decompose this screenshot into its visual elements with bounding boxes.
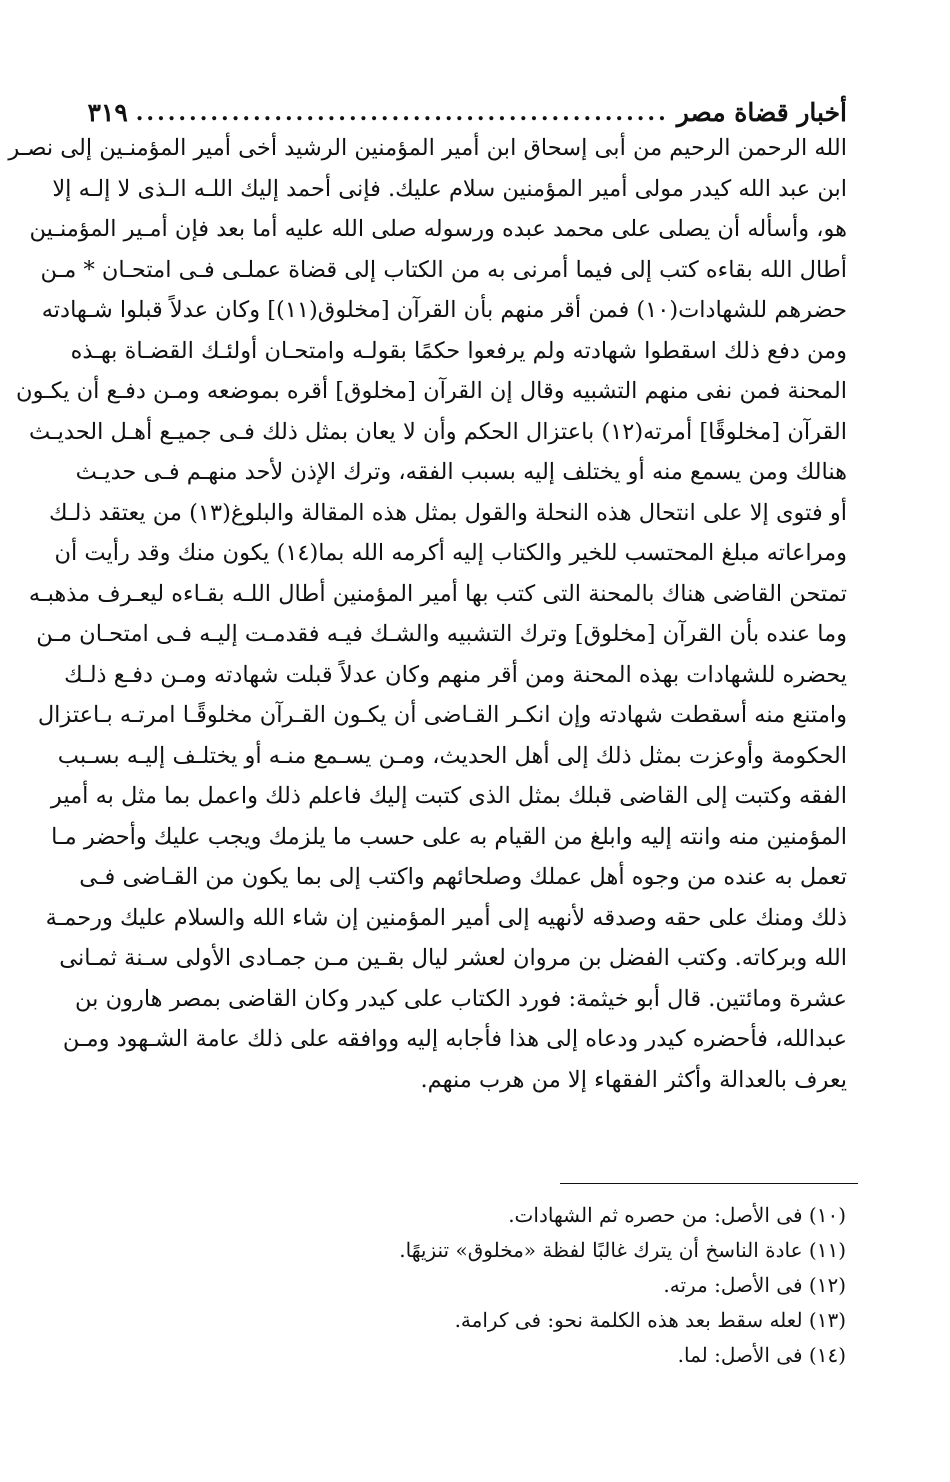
body-line: أو فتوى إلا على انتحال هذه النحلة والقول بمثل هذه المقالة والبلوغ(١٣) من يعتقد ذلـك <box>48 499 847 526</box>
body-line: المؤمنين منه وانته إليه وابلغ من القيام به على حسب ما يلزمك ويجب عليك وأحضر مـا <box>51 823 847 850</box>
book-title: أخبار قضاة مصر <box>676 98 847 127</box>
body-line: وما عنده بأن القرآن [مخلوق] وترك التشبيه والشـك فيـه فقدمـت إليـه فـى امتحـان مـن <box>36 621 847 647</box>
page-number: ٣١٩ <box>87 98 128 127</box>
body-line: هو، وأسأله أن يصلى على محمد عبده ورسوله صلى الله عليه أما بعد فإن أمـير المؤمنـين <box>29 216 847 242</box>
body-line: حضرهم للشهادات(١٠) فمن أقر منهم بأن القرآن [مخلوق(١١)] وكان عدلاً قبلوا شـهادته <box>41 297 847 323</box>
body-line: ذلك ومنك على حقه وصدقه لأنهيه إلى أمير المؤمنين إن شاء الله والسلام عليك ورحمـة <box>45 904 847 931</box>
body-line: تعمل به عنده من وجوه أهل عملك وصلحائهم واكتب إلى بما يكون من القـاضى فـى <box>79 864 847 890</box>
footnote: (١٣) لعله سقط بعد هذه الكلمة نحو: فى كرامة. <box>454 1308 846 1332</box>
body-line: يعرف بالعدالة وأكثر الفقهاء إلا من هرب منهم. <box>420 1066 847 1093</box>
footnote-divider <box>560 1183 858 1184</box>
body-line: عبدالله، فأحضره كيدر ودعاه إلى هذا فأجابه إليه ووافقه على ذلك عامة الشـهود ومـن <box>62 1026 847 1052</box>
footnotes <box>300 1198 846 1373</box>
body-line: عشرة ومائتين. قال أبو خيثمة: فورد الكتاب على كيدر وكان القاضى بمصر هارون بن <box>75 985 847 1012</box>
body-line: أطال الله بقاءه كتب إلى فيما أمرنى به من الكتاب إلى قضاة عملـى فـى امتحـان * مـن <box>40 256 847 283</box>
body-line: الحكومة وأوعزت بمثل ذلك إلى أهل الحديث، ومـن يسـمع منـه أو يختلـف إليـه بسـبب <box>57 742 847 769</box>
body-line: القرآن [مخلوقًا] أمرته(١٢) باعتزال الحكم وأن لا يعان بمثل ذلك فـى جميـع أهـل الحديـث <box>28 418 847 445</box>
body-line: الله الرحمن الرحيم من أبى إسحاق ابن أمير المؤمنين الرشيد أخى أمير المؤمنـين إلى نصـر <box>8 135 847 161</box>
running-header <box>87 88 847 128</box>
body-line: الله وبركاته. وكتب الفضل بن مروان لعشر ليال بقـين مـن جمـادى الأولى سـنة ثمـانى <box>59 945 847 971</box>
body-line: هنالك ومن يسمع منه أو يختلف إليه بسبب الفقه، وترك الإذن لأحد منهـم فـى حديـث <box>75 459 847 485</box>
footnote: (١٢) فى الأصل: مرته. <box>663 1273 846 1297</box>
body-line: تمتحن القاضى هناك بالمحنة التى كتب بها أمير المؤمنين أطال اللـه بقـاءه ليعـرف مذهبـه <box>28 580 847 607</box>
body-line: وامتنع منه أسقطت شهادته وإن انكـر القـاضى أن يكـون القـرآن مخلوقًـا امرتـه بـاعتزال <box>37 702 847 728</box>
footnote: (١٤) فى الأصل: لما. <box>677 1343 846 1367</box>
body-line: الفقه وكتبت إلى القاضى قبلك بمثل الذى كتبت إليك فاعلم ذلك واعمل بما مثل به أمير <box>50 783 847 809</box>
body-text <box>8 128 847 1100</box>
body-line: يحضره للشهادات بهذه المحنة ومن أقر منهم وكان عدلاً قبلت شهادته ومـن دفـع ذلـك <box>64 661 847 688</box>
body-line: ابن عبد الله كيدر مولى أمير المؤمنين سلام عليك. فإنى أحمد إليك اللـه الـذى لا إلـه إلا <box>52 175 847 202</box>
body-line: ومراعاته مبلغ المحتسب للخير والكتاب إليه أكرمه الله بما(١٤) يكون منك وقد رأيت أن <box>54 540 847 566</box>
body-line: ومن دفع ذلك اسقطوا شهادته ولم يرفعوا حكمًا بقولـه وامتحـان أولئـك القضـاة بهـذه <box>70 337 847 364</box>
footnote: (١١) عادة الناسخ أن يترك غالبًا لفظة «مخلوق» تنزيهًا. <box>399 1238 846 1262</box>
footnote: (١٠) فى الأصل: من حصره ثم الشهادات. <box>508 1203 846 1227</box>
leader-dots: .................................................. <box>135 100 669 126</box>
body-line: المحنة فمن نفى منهم التشبيه وقال إن القرآن [مخلوق] أقره بموضعه ومـن دفـع أن يكـون <box>16 378 847 404</box>
